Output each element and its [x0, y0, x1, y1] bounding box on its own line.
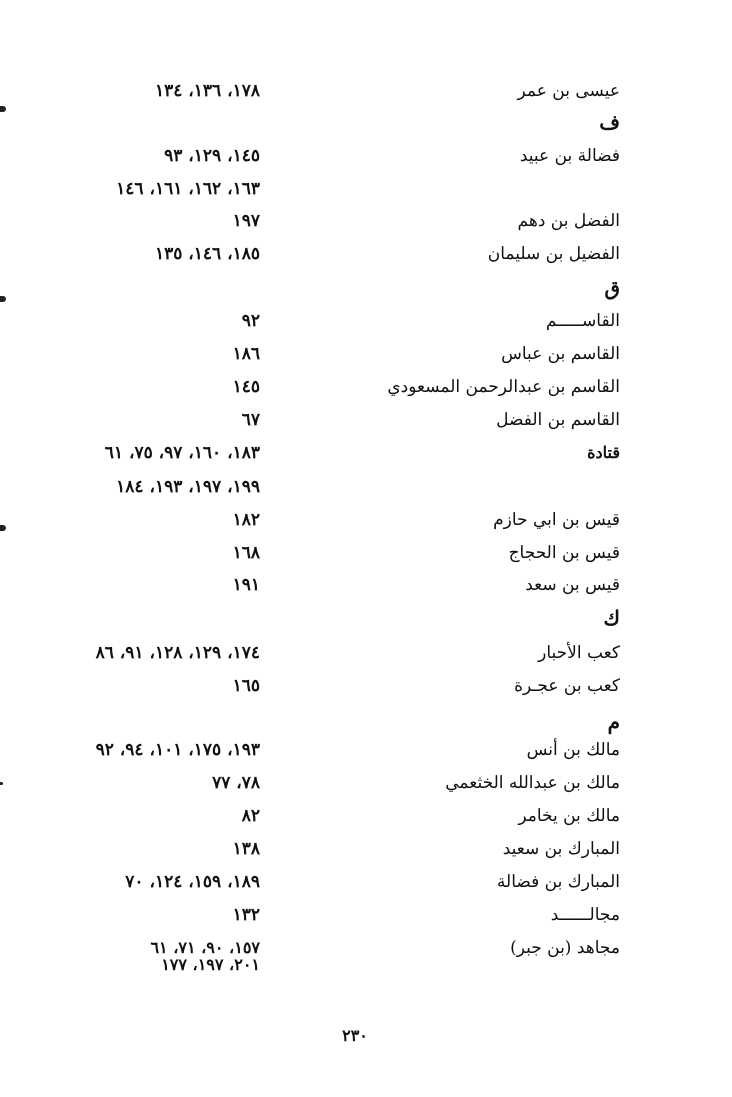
entry-name: قتادة — [587, 443, 620, 462]
index-entry — [0, 770, 732, 800]
section-letter: ك — [603, 606, 620, 630]
index-entry — [0, 374, 732, 404]
entry-pages-continuation: ٢٠١، ١٩٧، ١٧٧ — [161, 955, 260, 974]
entry-name: كعب الأحبار — [538, 643, 620, 663]
entry-name: مجاهد (بن جبر) — [510, 938, 620, 958]
entry-name: المبارك بن فضالة — [496, 872, 620, 892]
index-entry — [0, 673, 732, 703]
entry-name: قيس بن الحجاج — [508, 543, 620, 563]
entry-pages: ١٩٧ — [232, 211, 260, 231]
entry-name: كعب بن عجـرة — [514, 676, 620, 696]
entry-name: قيس بن سعد — [525, 575, 620, 595]
entry-pages: ١٧٤، ١٢٩، ١٢٨، ٩١، ٨٦ — [95, 643, 260, 663]
index-entry — [0, 836, 732, 866]
entry-name: الفضيل بن سليمان — [487, 244, 620, 264]
entry-name: مالك بن أنس — [526, 740, 620, 760]
index-entry — [0, 341, 732, 371]
index-entry — [0, 902, 732, 932]
entry-pages: ١٣٨ — [232, 839, 260, 859]
entry-name: القاسم بن عبدالرحمن المسعودي — [387, 377, 620, 397]
index-entry — [0, 572, 732, 602]
index-entry — [0, 208, 732, 238]
entry-name: مالك بن يخامر — [518, 806, 620, 826]
entry-pages: ١٦٥ — [232, 676, 260, 696]
entry-name: قيس بن ابي حازم — [493, 510, 620, 530]
entry-name: القاسم بن عباس — [501, 344, 620, 364]
entry-name: مجالــــــد — [550, 905, 620, 925]
index-entry — [0, 803, 732, 833]
entry-name: عيسى بن عمر — [517, 81, 620, 101]
scan-edge-mark — [0, 106, 6, 112]
entry-pages: ١٩٣، ١٧٥، ١٠١، ٩٤، ٩٢ — [95, 740, 260, 760]
index-entry — [0, 407, 732, 437]
index-entry-continuation — [0, 474, 732, 504]
entry-pages: ١٨٥، ١٤٦، ١٣٥ — [154, 244, 260, 264]
index-entry-continuation — [0, 176, 732, 206]
entry-pages: ١٨٦ — [232, 344, 260, 364]
section-letter: ف — [599, 110, 620, 134]
index-entry — [0, 507, 732, 537]
page-number: ٢٣٠ — [342, 1026, 368, 1045]
index-entry — [0, 737, 732, 767]
entry-pages: ١٤٥، ١٢٩، ٩٣ — [164, 146, 260, 166]
entry-pages: ١٨٢ — [232, 510, 260, 530]
index-entry — [0, 935, 732, 979]
entry-name: المبارك بن سعيد — [502, 839, 620, 859]
entry-name: مالك بن عبدالله الخثعمي — [445, 773, 620, 793]
index-entry — [0, 540, 732, 570]
entry-name: القاســـــم — [545, 311, 620, 331]
entry-pages: ٦٧ — [241, 410, 260, 430]
index-entry — [0, 440, 732, 470]
entry-pages: ٨٢ — [241, 806, 260, 826]
entry-pages: ١٨٣، ١٦٠، ٩٧، ٧٥، ٦١ — [104, 443, 260, 463]
entry-pages: ١٧٨، ١٣٦، ١٣٤ — [154, 81, 260, 101]
entry-pages: ١٩٩، ١٩٧، ١٩٣، ١٨٤ — [116, 477, 260, 497]
section-letter: م — [607, 710, 620, 734]
entry-pages: ١٣٢ — [232, 905, 260, 925]
entry-pages: ١٤٥ — [232, 377, 260, 397]
entry-pages: ٩٢ — [241, 311, 260, 331]
entry-pages: ١٦٣، ١٦٢، ١٦١، ١٤٦ — [116, 179, 260, 199]
entry-name: فضالة بن عبيد — [519, 146, 620, 166]
scan-edge-mark — [0, 296, 6, 302]
index-entry — [0, 308, 732, 338]
index-entry — [0, 143, 732, 173]
entry-pages: ١٦٨ — [232, 543, 260, 563]
index-entry — [0, 869, 732, 899]
index-entry — [0, 640, 732, 670]
entry-name: الفضل بن دهم — [517, 211, 620, 231]
index-entry — [0, 78, 732, 108]
entry-pages: ١٥٧، ٩٠، ٧١، ٦١ — [150, 938, 260, 957]
index-entry — [0, 241, 732, 271]
entry-name: القاسم بن الفضل — [496, 410, 620, 430]
scan-edge-mark — [0, 782, 3, 785]
scan-edge-mark — [0, 525, 6, 531]
entry-pages: ٧٨، ٧٧ — [212, 773, 260, 793]
entry-pages: ١٨٩، ١٥٩، ١٢٤، ٧٠ — [125, 872, 260, 892]
section-letter: ق — [604, 276, 620, 300]
entry-pages: ١٩١ — [232, 575, 260, 595]
